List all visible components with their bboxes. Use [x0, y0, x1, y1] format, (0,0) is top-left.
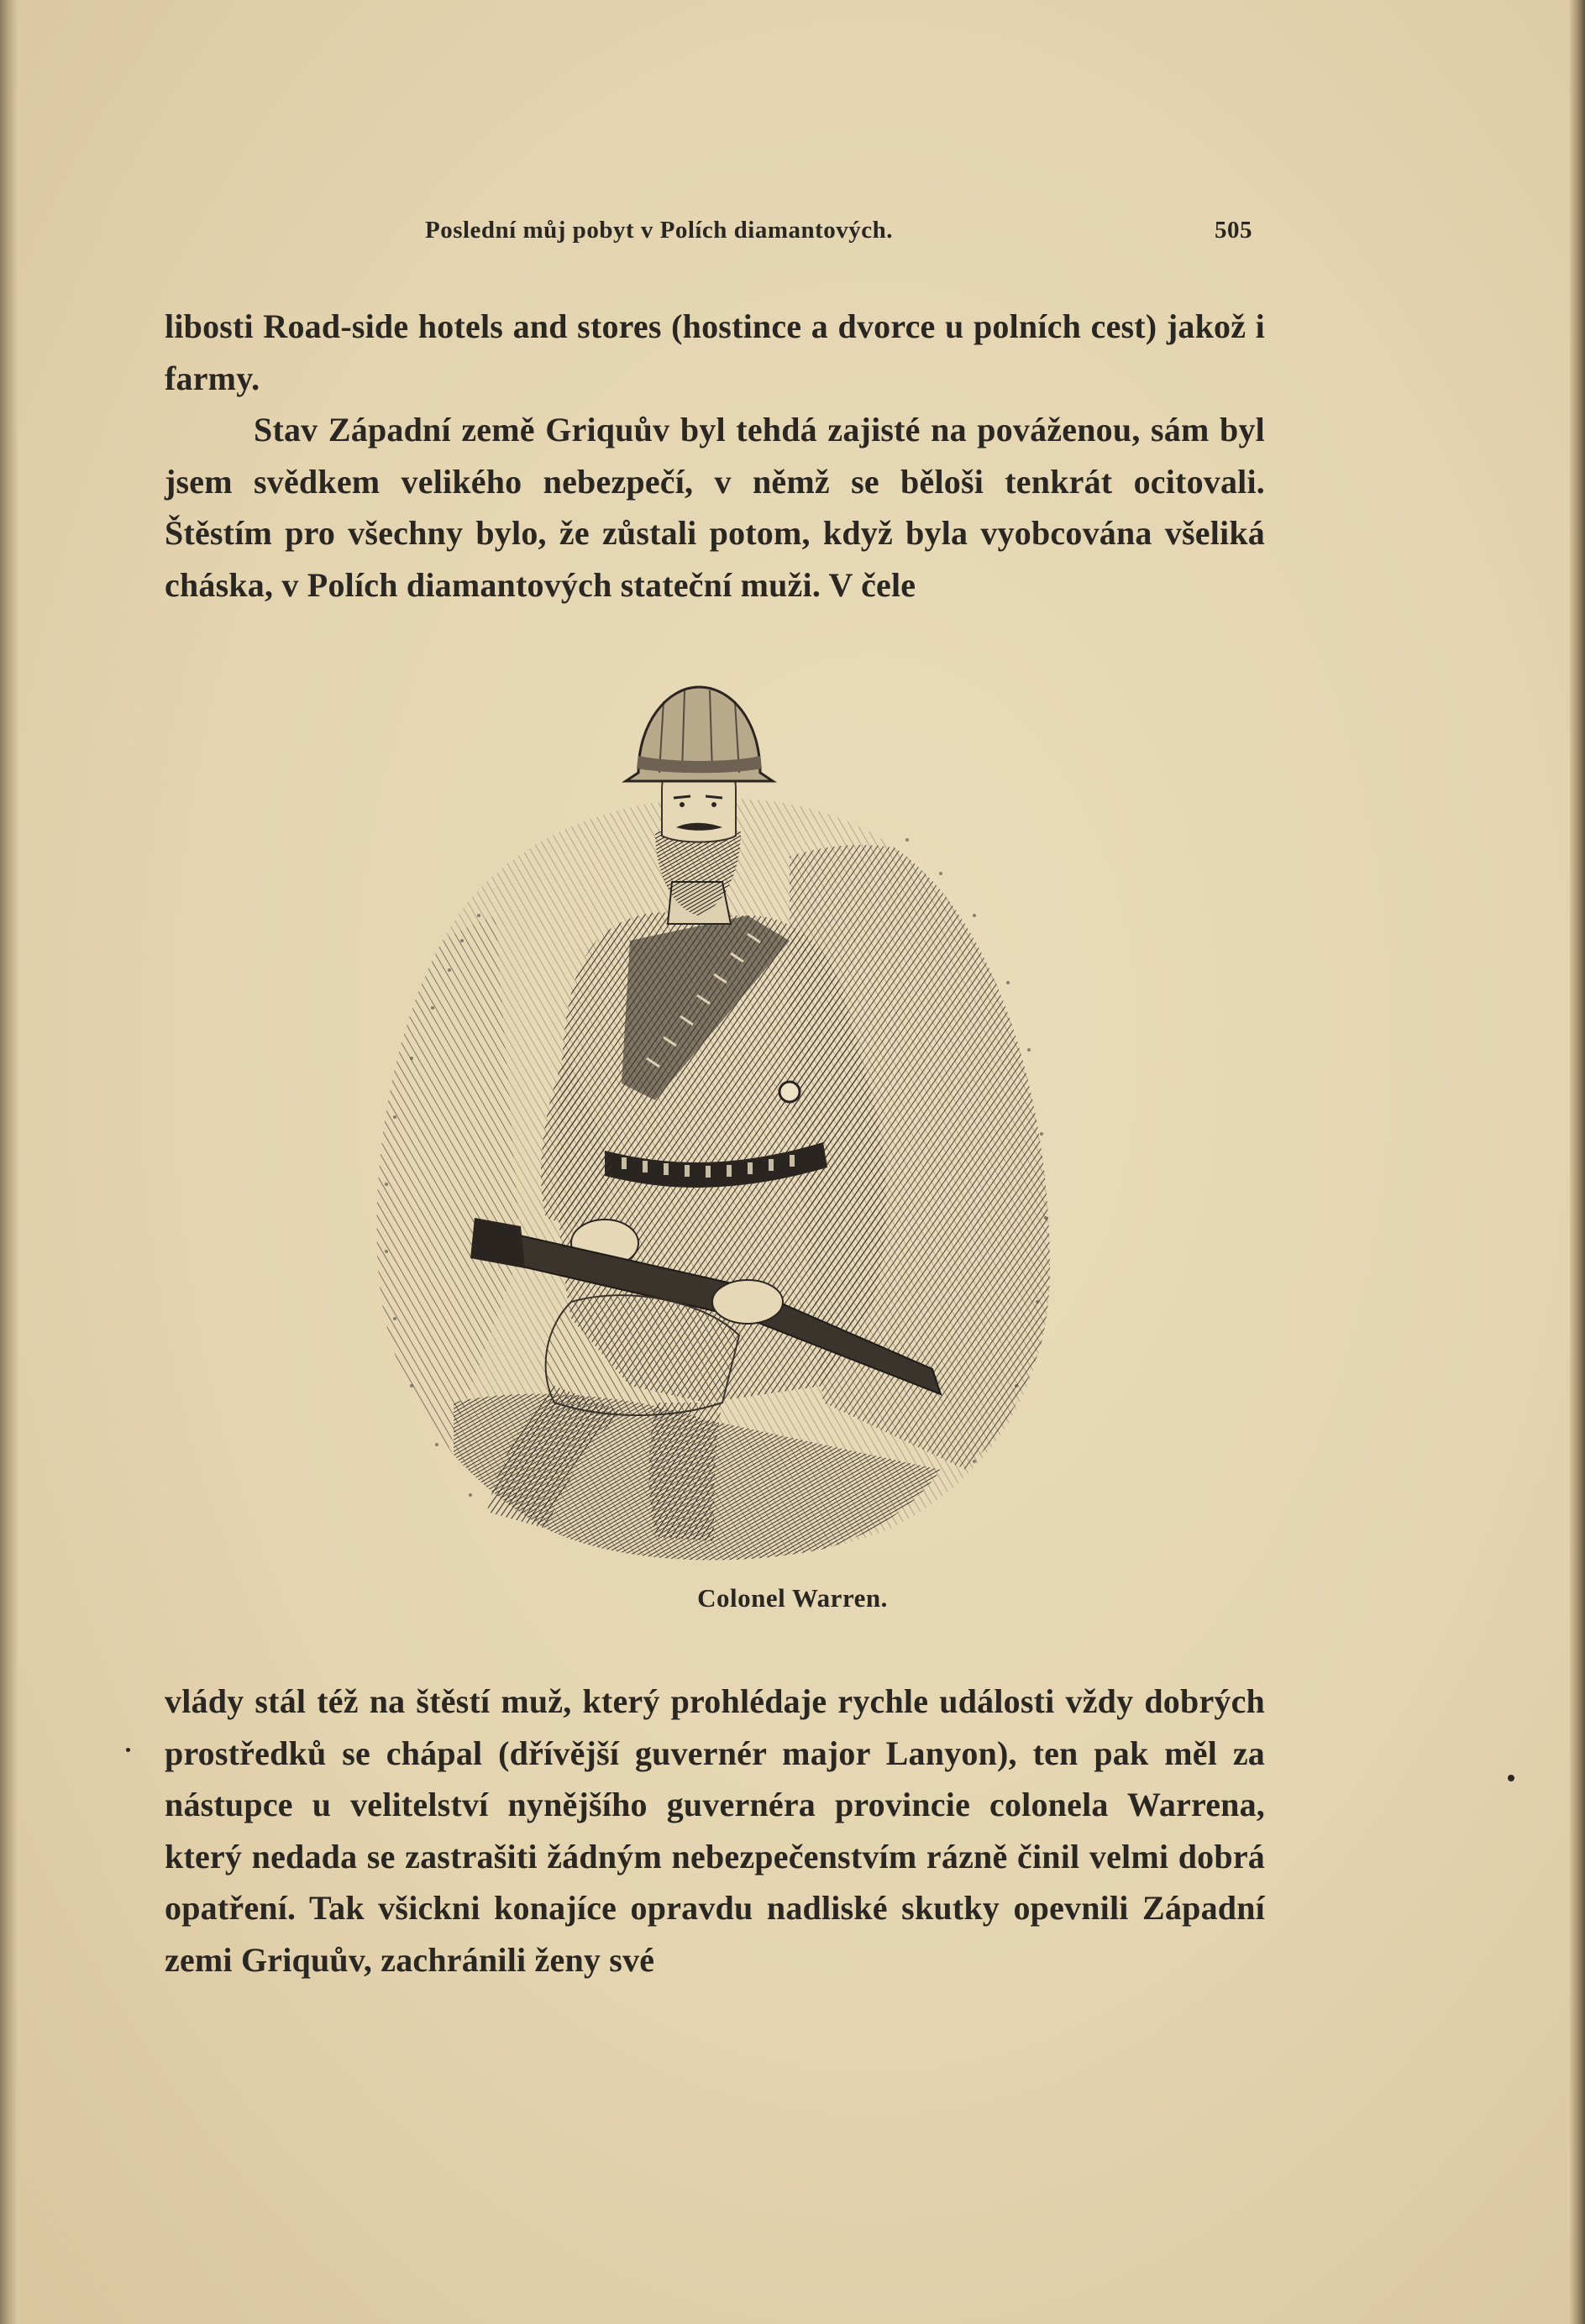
paragraph-continued: libosti Road-side hotels and stores (hostince a dvorce u polních cest) jakož i farmy. [165, 307, 1265, 397]
body-text-bottom [165, 1676, 1265, 1986]
paragraph: Stav Západní země Griquův byl tehdá zajisté na pováženou, sám byl jsem svědkem velikého nebezpečí, v němž se běloši tenkrát ocitovali. Štěstím pro všechny bylo, že zůstali potom, když byla vyobcována všeliká cháska, v Polích diamantových stateční muži. V čele [165, 411, 1265, 604]
page-number: 505 [1215, 217, 1252, 244]
portrait-engraving [353, 664, 1075, 1571]
page-edge-shadow [1570, 0, 1585, 2324]
running-head: Poslední můj pobyt v Polích diamantových. [425, 217, 894, 244]
print-speck [126, 1748, 130, 1752]
paragraph-continued: vlády stál též na štěstí muž, který prohlédaje rychle události vždy dobrých prostředků se chápal (dřívější guvernér major Lanyon), ten pak měl za nástupce u velitelství nynějšího guvernéra provincie colonela Warrena, který nedada se zastrašiti žádným nebezpečenstvím rázně činil velmi dobrá opatření. Tak všickni konajíce opravdu nadliské skutky opevnili Západní zemi Griquův, zachránili ženy své [165, 1682, 1265, 1979]
print-speck [1508, 1775, 1514, 1781]
figure-caption: Colonel Warren. [697, 1583, 888, 1613]
body-text-top [165, 301, 1265, 611]
page-gutter-shadow [0, 0, 18, 2324]
